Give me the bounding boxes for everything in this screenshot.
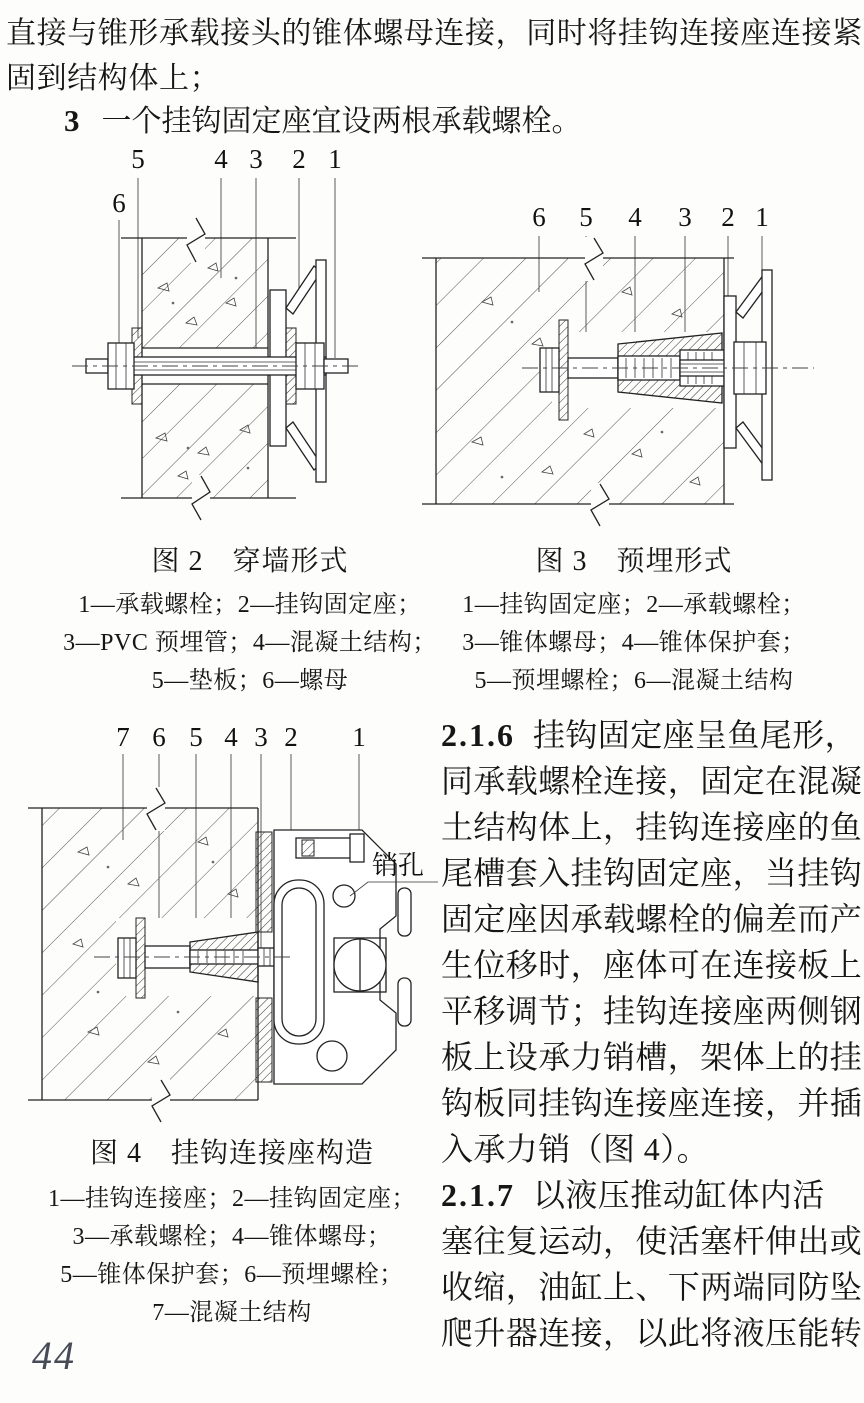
figure4-drawing bbox=[28, 712, 440, 1130]
figure2-title: 图 2 穿墙形式 bbox=[151, 546, 349, 577]
callout-number: 1 bbox=[755, 202, 769, 232]
body-line: 入承力销（图 4）。 bbox=[441, 1131, 710, 1167]
body-line: 钩板同挂钩连接座连接，并插 bbox=[441, 1085, 863, 1121]
figure3-embedded-bolt-head bbox=[540, 348, 559, 392]
figure4-legend-line: 7—混凝土结构 bbox=[152, 1300, 312, 1326]
figure2-callouts bbox=[112, 144, 342, 218]
figure3-legend-line: 1—挂钩固定座；2—承载螺栓； bbox=[462, 592, 806, 618]
intro-line-2: 固到结构体上； bbox=[6, 62, 221, 95]
figure4-callouts bbox=[116, 722, 366, 752]
figure4-legend-line: 1—挂钩连接座；2—挂钩固定座； bbox=[48, 1186, 416, 1212]
page-number: 44 bbox=[32, 1333, 76, 1378]
figure2-drawing bbox=[58, 138, 423, 543]
figure4-side-plates bbox=[398, 888, 411, 1026]
body-line: 尾槽套入挂钩固定座，当挂钩 bbox=[441, 855, 863, 891]
figure4-embedded-washer bbox=[136, 918, 145, 998]
figure2-legend-line: 3—PVC 预埋管；4—混凝土结构； bbox=[63, 630, 437, 656]
figure3-callouts bbox=[532, 202, 769, 232]
list-item-3-number: 3 bbox=[64, 103, 80, 138]
figure2-legend-line: 1—承载螺栓；2—挂钩固定座； bbox=[78, 592, 422, 618]
figure3-title: 图 3 预埋形式 bbox=[535, 546, 733, 577]
callout-number: 5 bbox=[189, 722, 203, 752]
figure3-drawing bbox=[422, 192, 822, 542]
figure3-legend-line: 5—预埋螺栓；6—混凝土结构 bbox=[474, 668, 794, 694]
callout-number: 3 bbox=[249, 144, 263, 174]
pin-hole-label: 销孔 bbox=[372, 851, 425, 880]
body-line: 固定座因承载螺栓的偏差而产 bbox=[441, 901, 863, 937]
body-line: 同承载螺栓连接，固定在混凝 bbox=[441, 763, 863, 799]
body-text-column bbox=[441, 712, 864, 1356]
figure2-legend-line: 5—垫板；6—螺母 bbox=[151, 668, 349, 694]
figure3-legend-line: 3—锥体螺母；4—锥体保护套； bbox=[462, 630, 806, 656]
callout-number: 5 bbox=[579, 202, 593, 232]
intro-line-1: 直接与锥形承载接头的锥体螺母连接，同时将挂钩连接座连接紧 bbox=[6, 17, 863, 50]
body-line: 土结构体上，挂钩连接座的鱼 bbox=[441, 809, 863, 845]
figure4-legend-line: 5—锥体保护套；6—预埋螺栓； bbox=[60, 1262, 404, 1288]
section-number: 2.1.6 bbox=[441, 717, 515, 753]
body-line: 收缩，油缸上、下两端同防坠 bbox=[441, 1269, 863, 1305]
callout-number: 3 bbox=[254, 722, 268, 752]
callout-number: 2 bbox=[292, 144, 306, 174]
callout-number: 1 bbox=[352, 722, 366, 752]
list-item-3-text: 一个挂钩固定座宜设两根承载螺栓。 bbox=[101, 105, 582, 138]
figure3-embedded-washer bbox=[559, 320, 568, 420]
callout-number: 7 bbox=[116, 722, 130, 752]
figure4-legend-line: 3—承载螺栓；4—锥体螺母； bbox=[72, 1224, 392, 1250]
figure4-caption bbox=[22, 1136, 442, 1332]
figure4-top-bolt bbox=[296, 834, 364, 862]
callout-number: 5 bbox=[131, 144, 145, 174]
body-line: 塞往复运动，使活塞杆伸出或 bbox=[441, 1223, 863, 1259]
body-line: 2.1.6 挂钩固定座呈鱼尾形， bbox=[441, 717, 858, 753]
callout-number: 6 bbox=[112, 188, 126, 218]
figure4-embedded-bolt-head bbox=[118, 938, 136, 978]
body-line: 生位移时，座体可在连接板上 bbox=[441, 947, 863, 983]
figure2-caption bbox=[56, 544, 444, 700]
figure4-fixed-seat bbox=[274, 880, 324, 1044]
callout-number: 3 bbox=[678, 202, 692, 232]
body-line: 2.1.7 以液压推动缸体内活 bbox=[441, 1177, 825, 1213]
callout-number: 2 bbox=[284, 722, 298, 752]
body-line: 爬升器连接，以此将液压能转 bbox=[441, 1315, 863, 1351]
callout-number: 4 bbox=[224, 722, 238, 752]
list-item-3 bbox=[64, 96, 582, 140]
body-line: 平移调节；挂钩连接座两侧钢 bbox=[441, 993, 863, 1029]
body-line: 板上设承力销槽，架体上的挂 bbox=[441, 1039, 863, 1075]
figure4-title: 图 4 挂钩连接座构造 bbox=[89, 1138, 374, 1169]
callout-number: 4 bbox=[214, 144, 228, 174]
callout-number: 1 bbox=[328, 144, 342, 174]
callout-number: 6 bbox=[152, 722, 166, 752]
figure4-bearing-pin bbox=[334, 938, 386, 992]
callout-number: 4 bbox=[628, 202, 642, 232]
section-number: 2.1.7 bbox=[441, 1177, 515, 1213]
callout-number: 6 bbox=[532, 202, 546, 232]
figure3-caption bbox=[436, 544, 832, 700]
callout-number: 2 bbox=[721, 202, 735, 232]
